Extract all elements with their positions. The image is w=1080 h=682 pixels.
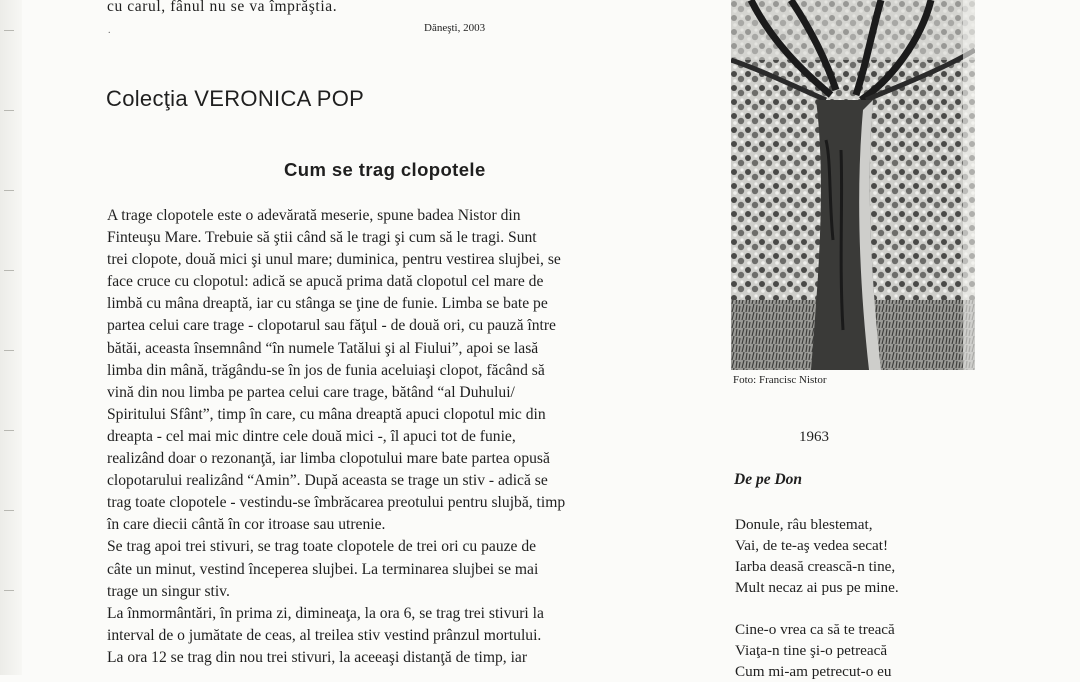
article-line: trage un singur stiv. (107, 582, 230, 600)
article-line: Finteuşu Mare. Trebuie să ştii când să le tragi şi cum să le tragi. Sunt (107, 229, 537, 247)
article-line: realizând doar o rezonanţă, iar limba clopotului mare bate partea opusă (107, 450, 550, 468)
article-line: în care diecii cântă în cor itroase sau utrenie. (107, 516, 386, 534)
article-title: Cum se trag clopotele (284, 159, 486, 180)
article-line: limbă cu mâna dreaptă, iar cu stânga se ţine de funie. Limba se bate pe (107, 295, 548, 313)
article-line: câte un minut, vestind începerea slujbei. La terminarea slujbei se mai (107, 560, 539, 578)
poem-line: Iarba deasă crească-n tine, (735, 558, 896, 575)
article-line: trag toate clopotele - vestindu-se îmbrăcarea preotului pentru slujbă, timp (107, 494, 566, 512)
stanza-gap (735, 598, 899, 619)
article-line: partea celui care trage - clopotarul sau făţul - de două ori, cu pauză între (107, 317, 556, 335)
collection-title: Colecţia VERONICA POP (106, 86, 365, 111)
article-line: clopotarului realizând “Amin”. După aceasta se trage un stiv - adică se (107, 472, 548, 490)
poem-line: Donule, râu blestemat, (735, 516, 873, 533)
tree-photo-image (731, 0, 975, 370)
article-line: face cruce cu clopotul: adică se apucă prima dată clopotul cel mare de (107, 273, 544, 291)
article-line: Se trag apoi trei stivuri, se trag toate clopotele de trei ori cu pauze de (107, 538, 537, 556)
article-line: limba din mână, trăgându-se în jos de funia aceluiaşi clopot, făcând să (107, 361, 545, 379)
photo-caption: Foto: Francisc Nistor (733, 374, 827, 386)
tree-photo (731, 0, 975, 370)
stray-dot: . (108, 25, 111, 36)
article-line: vină din nou limba pe partea celui care trage, bătând “al Duhului/ (107, 383, 515, 401)
article-line: bătăi, aceasta însemnând “în numele Tatălui şi al Fiului”, apoi se lasă (107, 339, 539, 357)
poem-line: Mult necaz ai pus pe mine. (735, 579, 899, 596)
article-body (107, 205, 697, 669)
poem-line: Viaţa-n tine şi-o petreacă (735, 642, 888, 659)
poem-year: 1963 (799, 429, 829, 445)
poem-line: Cine-o vrea ca să te treacă (735, 621, 895, 638)
article-line: interval de o jumătate de ceas, al treilea stiv vestind prânzul mortului. (107, 626, 542, 644)
poem-body (735, 514, 899, 682)
article-line: trei clopote, două mici şi unul mare; duminica, pentru vestirea slujbei, se (107, 251, 561, 269)
poem-line: Cum mi-am petrecut-o eu (735, 663, 892, 680)
previous-text-line: cu carul, fânul nu se va împrăştia. (107, 0, 338, 15)
article-line: La ora 12 se trag din nou trei stivuri, la aceeaşi distanţă de timp, iar (107, 648, 528, 666)
previous-text-signature: Dăneşti, 2003 (424, 22, 486, 34)
poem-title: De pe Don (734, 471, 803, 488)
article-line: La înmormântări, în prima zi, dimineaţa, la ora 6, se trag trei stivuri la (107, 604, 544, 622)
article-line: A trage clopotele este o adevărată meserie, spune badea Nistor din (107, 207, 521, 224)
article-line: dreapta - cel mai mic dintre cele două mici -, îl apuci tot de funie, (107, 427, 516, 445)
scan-margin (0, 0, 22, 675)
poem-line: Vai, de te-aş vedea secat! (735, 537, 889, 554)
article-line: Spiritului Sfânt”, timp în care, cu mâna dreaptă apuci clopotul mic din (107, 405, 546, 423)
